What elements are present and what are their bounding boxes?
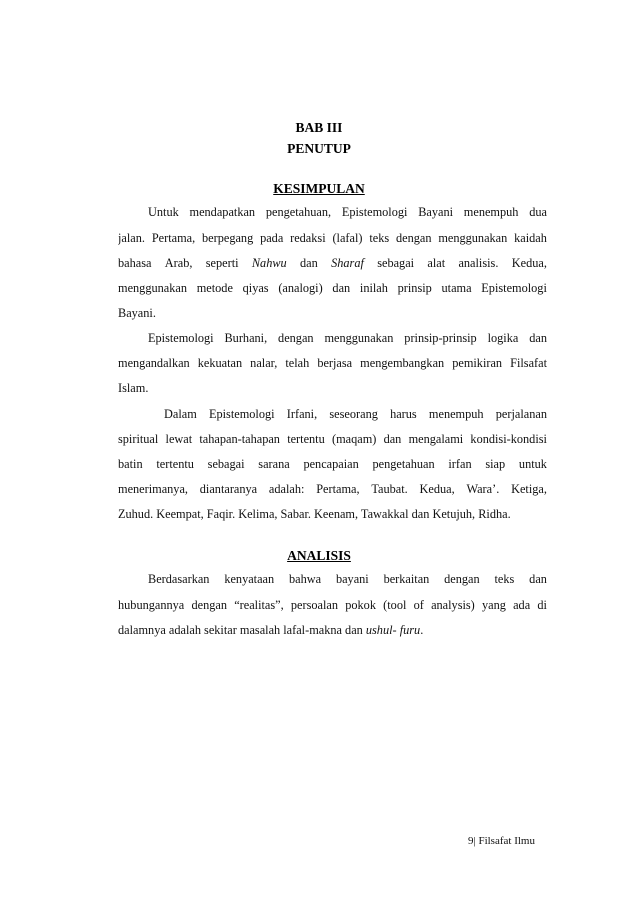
page-footer: 9| Filsafat Ilmu (468, 835, 535, 847)
paragraph-line: Dalam Epistemologi Irfani, seseorang harus menempuh perjalanan (164, 407, 547, 421)
section-heading-analisis: ANALISIS (287, 548, 351, 563)
paragraph-line: dalamnya adalah sekitar masalah lafal-makna dan ushul- furu. (118, 623, 424, 637)
paragraph-line: menerimanya, diantaranya adalah: Pertama, Taubat. Kedua, Wara’. Ketiga, (118, 482, 547, 496)
section-heading-kesimpulan: KESIMPULAN (273, 181, 365, 196)
paragraph-line: spiritual lewat tahapan-tahapan tertentu (maqam) dan mengalami kondisi-kondisi (118, 432, 547, 446)
paragraph-line: mengandalkan kekuatan nalar, telah berjasa mengembangkan pemikiran Filsafat (118, 356, 547, 370)
paragraph-line: bahasa Arab, seperti Nahwu dan Sharaf sebagai alat analisis. Kedua, (118, 256, 547, 270)
paragraph-line: Bayani. (118, 306, 156, 320)
chapter-title: BAB III (295, 120, 343, 135)
paragraph-line: Berdasarkan kenyataan bahwa bayani berkaitan dengan teks dan (148, 572, 547, 586)
paragraph-line: Untuk mendapatkan pengetahuan, Epistemologi Bayani menempuh dua (148, 205, 547, 219)
paragraph-line: Islam. (118, 381, 149, 395)
paragraph-line: menggunakan metode qiyas (analogi) dan inilah prinsip utama Epistemologi (118, 281, 547, 295)
paragraph-line: batin tertentu sebagai sarana pencapaian pengetahuan irfan siap untuk (118, 457, 547, 471)
chapter-name: PENUTUP (287, 141, 351, 156)
paragraph-line: Zuhud. Keempat, Faqir. Kelima, Sabar. Keenam, Tawakkal dan Ketujuh, Ridha. (118, 507, 511, 521)
paragraph-line: Epistemologi Burhani, dengan menggunakan prinsip-prinsip logika dan (148, 331, 547, 345)
paragraph-line: jalan. Pertama, berpegang pada redaksi (lafal) teks dengan menggunakan kaidah (118, 231, 547, 245)
paragraph-line: hubungannya dengan “realitas”, persoalan pokok (tool of analysis) yang ada di (118, 598, 547, 612)
